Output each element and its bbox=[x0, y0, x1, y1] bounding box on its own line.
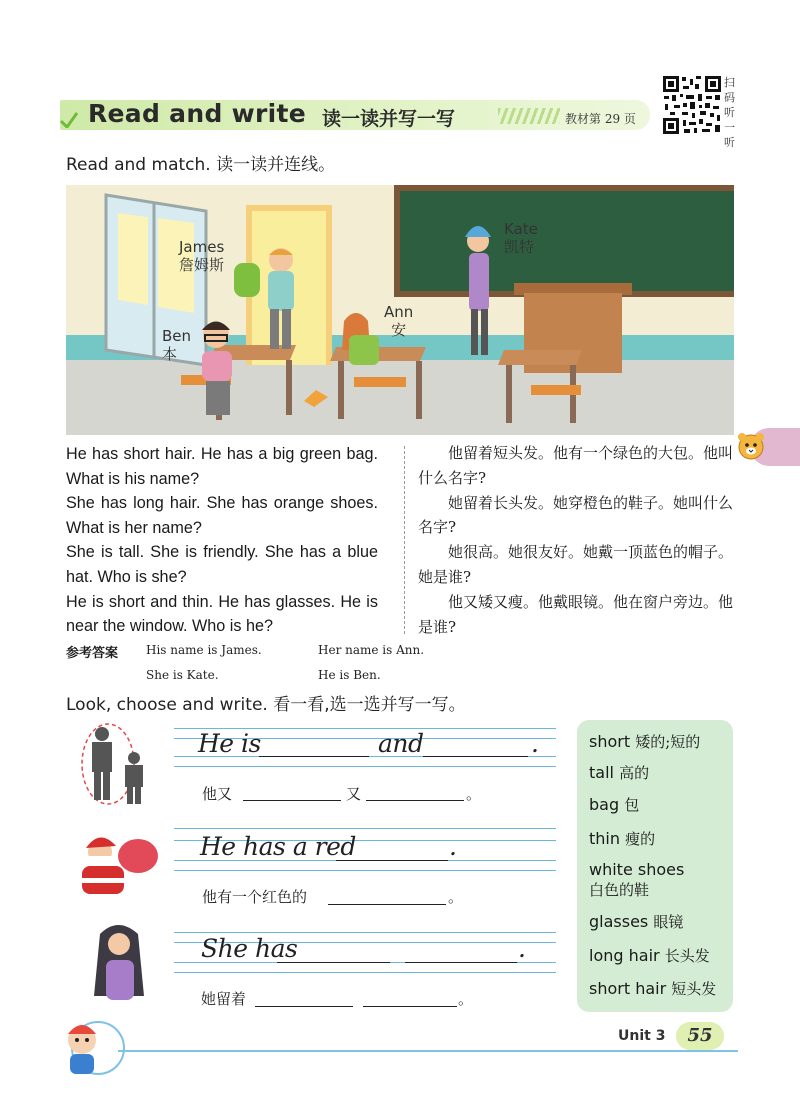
english-reading-text bbox=[66, 442, 378, 639]
exercise-2-chinese-end: 。 bbox=[448, 888, 464, 906]
answer-heading: 参考答案 bbox=[66, 646, 119, 661]
exercise-3-period: . bbox=[518, 934, 526, 963]
exercise-3-cn-blank-1[interactable] bbox=[255, 1006, 353, 1007]
answer-3: She is Kate. bbox=[146, 668, 219, 682]
exercise-2-chinese: 他有一个红色的 bbox=[202, 888, 308, 906]
chinese-sentence: 她很高。她很友好。她戴一顶蓝色的帽子。她是谁? bbox=[418, 543, 734, 586]
exercise-3-cn-blank-2[interactable] bbox=[363, 1006, 457, 1007]
answer-1: His name is James. bbox=[146, 643, 262, 657]
page-number: 55 bbox=[676, 1022, 724, 1050]
word-bank-item: short hair 短头发 bbox=[589, 979, 717, 998]
santa-with-red-bag-illustration bbox=[66, 828, 162, 896]
section-subtitle: 读一读并写一写 bbox=[322, 108, 456, 130]
exercise-1-blank-1[interactable] bbox=[259, 756, 369, 757]
exercise-2-period: . bbox=[449, 832, 457, 861]
word-bank-item: thin 瘦的 bbox=[589, 829, 656, 848]
blackboard bbox=[394, 185, 734, 297]
english-sentence: She has long hair. She has orange shoes. What is her name? bbox=[66, 494, 378, 537]
exercise-2-cn-blank[interactable] bbox=[328, 904, 446, 905]
exercise-3-prompt: She has bbox=[201, 934, 298, 963]
exercise-3-blank-1[interactable] bbox=[277, 962, 390, 963]
girl-with-long-hair-illustration bbox=[86, 922, 156, 1006]
footer-line bbox=[118, 1050, 738, 1052]
label-ben: Ben 本 bbox=[162, 327, 192, 363]
chinese-translation-text bbox=[418, 441, 736, 639]
exercise-1-prompt-b: and bbox=[378, 729, 424, 758]
word-bank-item: long hair 长头发 bbox=[589, 946, 710, 965]
exercise-2-prompt: He has a red bbox=[200, 832, 356, 861]
exercise-2-blank[interactable] bbox=[336, 860, 448, 861]
word-bank-item: tall 高的 bbox=[589, 763, 650, 782]
exercise-1-cn-blank-1[interactable] bbox=[243, 800, 341, 801]
word-bank-item: glasses 眼镜 bbox=[589, 912, 684, 931]
label-james: James 詹姆斯 bbox=[179, 238, 225, 274]
label-ann: Ann 安 bbox=[384, 303, 414, 339]
english-sentence: She is tall. She is friendly. She has a blue hat. Who is she? bbox=[66, 543, 378, 586]
label-kate: Kate 凯特 bbox=[504, 220, 538, 256]
exercise-1-cn-blank-2[interactable] bbox=[366, 800, 464, 801]
instruction-look-choose-write: Look, choose and write. 看一看,选一选并写一写。 bbox=[66, 695, 466, 715]
exercise-1-chinese-end: 。 bbox=[466, 785, 482, 803]
mascot-icon bbox=[58, 1014, 128, 1076]
chinese-sentence: 她留着长头发。她穿橙色的鞋子。她叫什么名字? bbox=[418, 493, 734, 537]
chinese-sentence: 他留着短头发。他有一个绿色的大包。他叫什么名字? bbox=[418, 444, 734, 487]
classroom-illustration bbox=[66, 185, 734, 435]
answer-2: Her name is Ann. bbox=[318, 643, 425, 657]
ben-figure bbox=[202, 322, 232, 416]
answer-4: He is Ben. bbox=[318, 668, 381, 682]
english-sentence: He has short hair. He has a big green bag. What is his name? bbox=[66, 445, 378, 488]
qr-caption: 扫码听一听 bbox=[724, 76, 735, 149]
exercise-3-chinese-end: 。 bbox=[458, 990, 474, 1008]
textbook-reference: 教材第 29 页 bbox=[565, 112, 636, 126]
section-title: Read and write bbox=[88, 99, 307, 128]
exercise-3-blank-2[interactable] bbox=[405, 962, 517, 963]
unit-label: Unit 3 bbox=[618, 1028, 666, 1044]
instruction-read-and-match: Read and match. 读一读并连线。 bbox=[66, 155, 336, 175]
header-stripes bbox=[498, 108, 560, 124]
exercise-1-prompt-a: He is bbox=[198, 729, 261, 758]
exercise-1-blank-2[interactable] bbox=[423, 756, 528, 757]
exercise-1-chinese-b: 又 bbox=[346, 785, 362, 803]
chinese-sentence: 他又矮又瘦。他戴眼镜。他在窗户旁边。他是谁? bbox=[418, 592, 734, 636]
exercise-1-chinese-a: 他又 bbox=[202, 785, 233, 803]
tiger-face-icon bbox=[737, 432, 765, 460]
tall-and-short-men-illustration bbox=[72, 720, 158, 806]
exercise-3-chinese: 她留着 bbox=[201, 990, 247, 1008]
word-bank bbox=[577, 720, 733, 1012]
dashed-divider bbox=[404, 446, 405, 634]
word-bank-item: white shoes 白色的鞋 bbox=[589, 860, 685, 899]
qr-code-icon[interactable] bbox=[662, 75, 722, 135]
exercise-1-period: . bbox=[531, 729, 539, 758]
word-bank-item: bag 包 bbox=[589, 795, 640, 814]
checkmark-icon bbox=[60, 112, 78, 128]
word-bank-item: short 矮的;短的 bbox=[589, 732, 701, 751]
english-sentence: He is short and thin. He has glasses. He is near the window. Who is he? bbox=[66, 592, 378, 636]
